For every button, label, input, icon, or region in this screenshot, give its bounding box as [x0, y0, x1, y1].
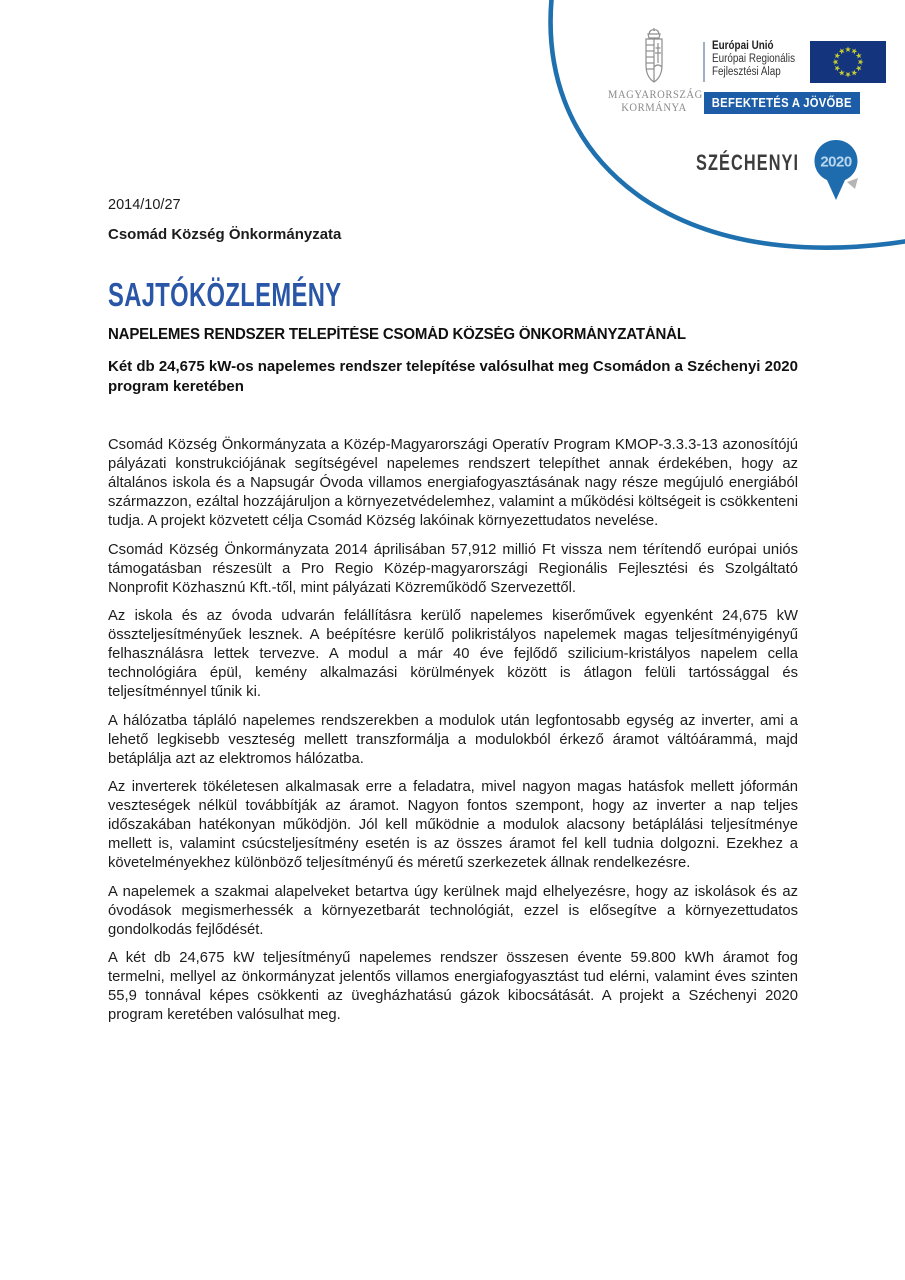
eu-flag-icon: [810, 41, 886, 83]
release-date: 2014/10/27: [108, 197, 181, 213]
eu-fund-line2: Európai Regionális: [712, 53, 796, 65]
eu-fund-line1: Európai Unió: [712, 40, 774, 52]
page-title: SAJTÓKÖZLEMÉNY: [108, 276, 342, 313]
szechenyi-ribbon-icon: [847, 178, 858, 189]
government-name-line1: MAGYARORSZÁG: [608, 89, 703, 101]
paragraph: Az iskola és az óvoda udvarán felállításra kerülő napelemes kiserőművek egyenként 24,675 kW összteljesítményűek lesznek. A beépítésre kerülő polikristályos napelemek magas teljesítményigényű felhasználásra lettek tervezve. A modul a már 40 éve fejlődő szilicium-kristályos napelem cella technológiára épül, kemény alkalmazási körülmények között is átlagon felüli tartóssággal és teljesítménnyel tűnik ki.: [108, 608, 798, 700]
body-paragraphs: [108, 436, 798, 1025]
document-content: [108, 0, 798, 1035]
release-subtitle: NAPELEMES RENDSZER TELEPÍTÉSE CSOMÁD KÖZSÉG ÖNKORMÁNYZATÁNÁL: [108, 326, 686, 343]
szechenyi-wordmark: SZÉCHENYI: [696, 150, 800, 175]
eu-fund-line3: Fejlesztési Alap: [712, 66, 781, 78]
government-name-line2: KORMÁNYA: [621, 101, 687, 114]
paragraph: Csomád Község Önkormányzata 2014 áprilisában 57,912 millió Ft vissza nem térítendő európai uniós támogatásban részesült a Pro Regio Közép-magyarországi Regionális Fejlesztési és Szolgáltató Nonprofit Közhasznú Kft.-től, mint pályázati Közreműködő Szervezettől.: [108, 541, 798, 596]
paragraph: Az inverterek tökéletesen alkalmasak erre a feladatra, mivel nagyon magas hatásfok mellett jóformán veszteségek nélkül továbbítják az áramot. Nagyon fontos szempont, hogy az inverter a nap teljes időszakában hatékonyan működjön. Jól kell működnie a modulok alacsony betáplálási teljesítménye mellett is, valamint csúcsteljesítmény esetén is az összes áramot fel kell tudnia dolgozni. Ezekhez a követelményekhez különböző teljesítményű és méretű szerkezetek állnak rendelkezésre.: [108, 779, 798, 871]
paragraph: A napelemek a szakmai alapelveket betartva úgy kerülnek majd elhelyezésre, hogy az iskolások és az óvodások megismerhessék a környezetbarát technológiát, ezzel is elősegítve a környezettudatos gondolkodás fejlődését.: [108, 883, 798, 938]
paragraph: A hálózatba tápláló napelemes rendszerekben a modulok után legfontosabb egység az inverter, ami a lehető legkisebb veszteség mellett transzformálja a modulokból érkező áramot váltóárammá, majd betáplálja azt az elektromos hálózatba.: [108, 712, 798, 767]
investment-banner-label: BEFEKTETÉS A JÖVŐBE: [712, 96, 852, 110]
release-lead: Két db 24,675 kW-os napelemes rendszer telepítése valósulhat meg Csomádon a Széchenyi 2020 program keretében: [108, 358, 798, 395]
location-pin-icon: [811, 139, 861, 205]
paragraph: A két db 24,675 kW teljesítményű napelemes rendszer összesen évente 59.800 kWh áramot fog termelni, mellyel az önkormányzat jelentős villamos energiafogyasztást tud elérni, valamint éves szinten 55,9 tonnával képes csökkenti az üvegházhatású gázok kibocsátását. A projekt a Széchenyi 2020 program keretében valósulhat meg.: [108, 950, 798, 1023]
paragraph: Csomád Község Önkormányzata a Közép-Magyarországi Operatív Program KMOP-3.3.3-13 azonosítójú pályázati konstrukciójának segítségével napelemes rendszert telepíthet annak érdekében, hogy az általános iskola és a Napsugár Óvoda villamos energiafogyasztásának nagy része megújuló energiából származzon, ezáltal hozzájáruljon a környezetvédelemhez, valamint a működési költségeit is csökkenteni tudja. A projekt közvetett célja Csomád Község lakóinak környezettudatos nevelése.: [108, 437, 798, 529]
szechenyi-year: 2020: [820, 153, 852, 171]
organization-name: Csomád Község Önkormányzata: [108, 226, 342, 243]
